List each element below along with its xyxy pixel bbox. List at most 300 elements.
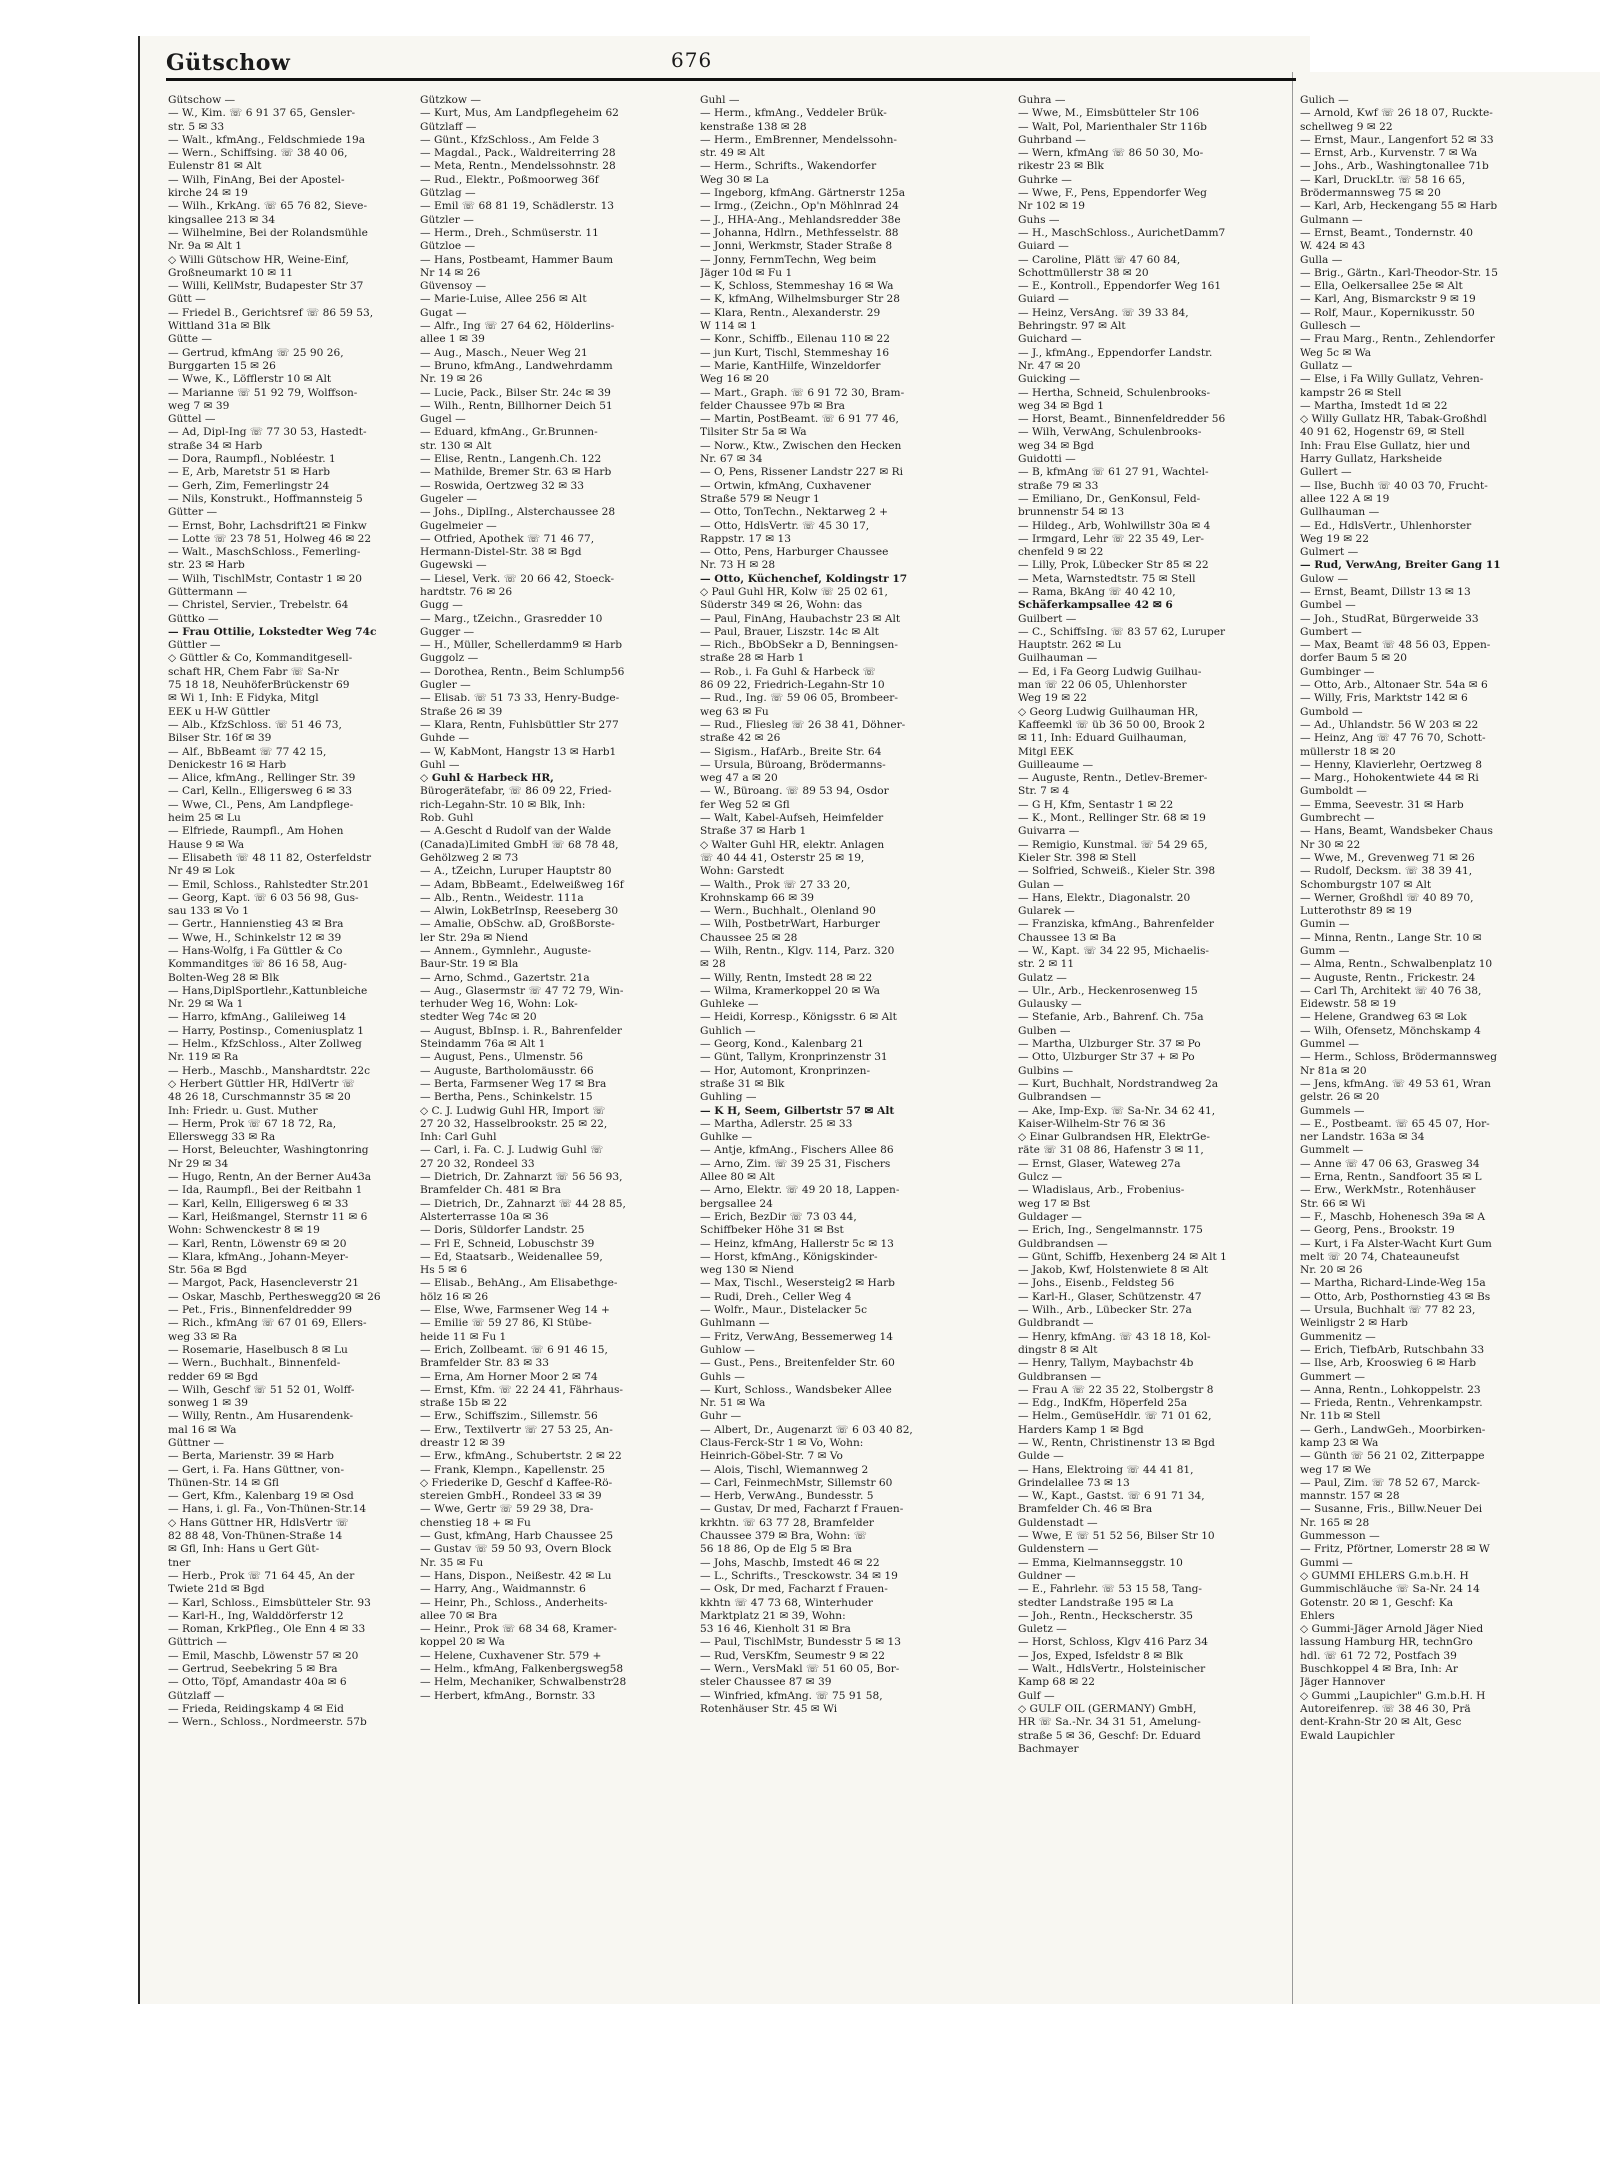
directory-entry-line: — Wern., Buchhalt., Binnenfeld- bbox=[168, 1357, 341, 1370]
directory-entry-line: — Roman, KrkPfleg., Ole Enn 4 ✉ 33 bbox=[168, 1623, 366, 1636]
directory-entry-line: — Wilh, Rentn., Klgv. 114, Parz. 320 bbox=[700, 945, 895, 957]
directory-entry-line: — Karl, Ang, Bismarckstr 9 ✉ 19 bbox=[1300, 293, 1476, 306]
directory-entry-line: — Herm, Prok ☏ 67 18 72, Ra, bbox=[168, 1117, 337, 1130]
directory-entry-line: müllerstr 18 ✉ 20 bbox=[1300, 745, 1396, 758]
directory-entry-line: Ewald Laupichler bbox=[1300, 1729, 1395, 1742]
directory-entry-line: — Herb., Maschb., Manshardtstr. 22c bbox=[168, 1064, 371, 1077]
directory-entry-line: — August, BbInsp. i. R., Bahrenfelder bbox=[420, 1024, 622, 1037]
directory-entry-line: (Canada)Limited GmbH ☏ 68 78 48, bbox=[420, 838, 619, 851]
directory-entry-line: — Günt., KfzSchloss., Am Felde 3 bbox=[420, 133, 600, 146]
directory-entry-line: str. 49 ✉ Alt bbox=[700, 147, 765, 160]
directory-entry-line: mannstr. 157 ✉ 28 bbox=[1300, 1490, 1400, 1503]
directory-entry-line: — Frieda, Rentn., Vehrenkampstr. bbox=[1300, 1397, 1483, 1410]
directory-entry-line: Guichard — bbox=[1018, 333, 1082, 346]
directory-entry-line: — Gust, kfmAng, Harb Chaussee 25 bbox=[420, 1530, 614, 1543]
directory-entry-line: — Amalie, ObSchw. aD, GroßBorste- bbox=[420, 918, 615, 931]
directory-entry-line: — Wwe, E ☏ 51 52 56, Bilser Str 10 bbox=[1018, 1530, 1215, 1543]
directory-entry-line: Schottmüllerstr 38 ✉ 20 bbox=[1018, 266, 1149, 279]
directory-entry-line: weg 17 ✉ Bst bbox=[1018, 1197, 1091, 1210]
directory-entry-line: — Alice, kfmAng., Rellinger Str. 39 bbox=[168, 772, 356, 785]
directory-entry-line: Gütt — bbox=[168, 293, 206, 306]
directory-entry-line: Schomburgstr 107 ✉ Alt bbox=[1300, 878, 1432, 891]
directory-entry-line: Guhl — bbox=[420, 758, 460, 771]
directory-entry-line: Nr. 20 ✉ 26 bbox=[1300, 1264, 1363, 1277]
directory-entry-line: — Frau A ☏ 22 35 22, Stolbergstr 8 bbox=[1018, 1383, 1214, 1396]
directory-entry-line: — Albert, Dr., Augenarzt ☏ 6 03 40 82, bbox=[700, 1423, 913, 1436]
directory-entry-line: — Ed, i Fa Georg Ludwig Guilhau- bbox=[1018, 665, 1202, 678]
directory-entry-line: — Willy, Rentn, Imstedt 28 ✉ 22 bbox=[700, 971, 873, 984]
directory-entry-line: allee 70 ✉ Bra bbox=[420, 1609, 498, 1622]
directory-entry-line: Gulow — bbox=[1300, 572, 1349, 585]
directory-entry-line: straße 31 ✉ Blk bbox=[700, 1077, 785, 1090]
directory-entry-line: Weg 16 ✉ 20 bbox=[700, 373, 770, 386]
directory-entry-line: sonweg 1 ✉ 39 bbox=[168, 1397, 248, 1410]
directory-entry-line: ◇ C. J. Ludwig Guhl HR, Import ☏ bbox=[420, 1104, 606, 1117]
directory-entry-line: — Sigism., HafArb., Breite Str. 64 bbox=[700, 745, 882, 758]
directory-entry-line: — Aug., Glasermstr ☏ 47 72 79, Win- bbox=[420, 984, 624, 997]
directory-entry-line: — Liesel, Verk. ☏ 20 66 42, Stoeck- bbox=[420, 572, 615, 585]
directory-entry-line: — Mart., Graph. ☏ 6 91 72 30, Bram- bbox=[700, 386, 905, 399]
directory-entry-line: — Frieda, Reidingskamp 4 ✉ Eid bbox=[168, 1702, 344, 1715]
directory-entry-line: Nr 30 ✉ 22 bbox=[1300, 838, 1361, 851]
directory-entry-line: 27 20 32, Rondeel 33 bbox=[420, 1157, 535, 1170]
directory-entry-line: — Kurt, Buchhalt, Nordstrandweg 2a bbox=[1018, 1077, 1219, 1090]
directory-entry-line: Tilsiter Str 5a ✉ Wa bbox=[700, 426, 807, 439]
directory-entry-line: — Carl, i. Fa. C. J. Ludwig Guhl ☏ bbox=[420, 1144, 604, 1157]
directory-entry-line: Gugat — bbox=[420, 306, 467, 319]
directory-entry-line: — W., Büroang. ☏ 89 53 94, Osdor bbox=[700, 785, 889, 798]
directory-entry-line: Gützlag — bbox=[420, 187, 476, 200]
directory-entry-line: ◇ Guhl & Harbeck HR, bbox=[420, 772, 554, 785]
directory-entry-line: — Rich., BbObSekr a D, Benningsen- bbox=[700, 639, 898, 652]
directory-entry-line: Guhleke — bbox=[700, 998, 759, 1011]
directory-entry-line: Guhra — bbox=[1018, 94, 1066, 106]
directory-entry-line: — Ilse, Buchh ☏ 40 03 70, Frucht- bbox=[1300, 479, 1488, 492]
directory-entry-line: — Walt., HdlsVertr., Holsteinischer bbox=[1018, 1663, 1206, 1676]
directory-entry-line: Gugg — bbox=[420, 599, 463, 612]
directory-entry-line: Gumboldt — bbox=[1300, 785, 1367, 798]
directory-entry-line: Gummischläuche ☏ Sa-Nr. 24 14 bbox=[1300, 1583, 1480, 1596]
directory-entry-line: weg 130 ✉ Niend bbox=[700, 1264, 794, 1277]
directory-entry-line: — Harry, Postinsp., Comeniusplatz 1 bbox=[168, 1024, 364, 1037]
directory-entry-line: — Horst, Beamt., Binnenfeldredder 56 bbox=[1018, 413, 1226, 426]
directory-entry-line: Nr 29 ✉ 34 bbox=[168, 1157, 229, 1170]
directory-entry-line: — Heinz, kfmAng, Hallerstr 5c ✉ 13 bbox=[700, 1237, 894, 1250]
directory-entry-line: — Helene, Grandweg 63 ✉ Lok bbox=[1300, 1011, 1467, 1024]
directory-entry-line: — Ernst, Arb., Kurvenstr. 7 ✉ Wa bbox=[1300, 147, 1478, 160]
directory-entry-line: — Max, Tischl., Wesersteig2 ✉ Harb bbox=[700, 1277, 895, 1290]
directory-entry-line: — Franziska, kfmAng., Bahrenfelder bbox=[1018, 918, 1214, 931]
directory-entry-line: — Klara, Rentn, Fuhlsbüttler Str 277 bbox=[420, 718, 619, 731]
directory-entry-line: — Solfried, Schweiß., Kieler Str. 398 bbox=[1018, 865, 1216, 878]
directory-entry-line: — Hans, i. gl. Fa., Von-Thünen-Str.14 bbox=[168, 1503, 367, 1516]
directory-entry-line: — Georg, Pens., Brookstr. 19 bbox=[1300, 1224, 1455, 1237]
directory-entry-line: — Walt, Pol, Marienthaler Str 116b bbox=[1018, 120, 1207, 133]
directory-entry-line: Kaiser-Wilhelm-Str 76 ✉ 36 bbox=[1018, 1117, 1166, 1130]
directory-entry-line: Gütter — bbox=[168, 506, 218, 519]
directory-entry-line: — K, Schloss, Stemmeshay 16 ✉ Wa bbox=[700, 280, 894, 293]
directory-entry-line: — Otto, Arb, Posthornstieg 43 ✉ Bs bbox=[1300, 1290, 1491, 1303]
directory-entry-line: Guhl — bbox=[700, 94, 740, 106]
directory-entry-line: Gützlaff — bbox=[420, 120, 477, 133]
directory-entry-line: — Wilma, Kramerkoppel 20 ✉ Wa bbox=[700, 984, 880, 997]
directory-entry-line: HR ☏ Sa.-Nr. 34 31 51, Amelung- bbox=[1018, 1716, 1201, 1729]
directory-entry-line: — Kurt, Mus, Am Landpflegeheim 62 bbox=[420, 107, 619, 120]
directory-entry-line: Rappstr. 17 ✉ 13 bbox=[700, 532, 791, 545]
directory-entry-line: — Willi, KellMstr, Budapester Str 37 bbox=[168, 280, 364, 293]
directory-entry-line: Chaussee 13 ✉ Ba bbox=[1018, 931, 1117, 944]
directory-entry-line: — Walth., Prok ☏ 27 33 20, bbox=[700, 878, 851, 891]
directory-entry-line: — Margot, Pack, Hasencleverstr 21 bbox=[168, 1277, 359, 1290]
directory-entry-line: — Harry, Ang., Waidmannstr. 6 bbox=[420, 1583, 586, 1596]
directory-entry-line: Rotenhäuser Str. 45 ✉ Wi bbox=[700, 1702, 838, 1715]
directory-entry-line: — Pet., Fris., Binnenfeldredder 99 bbox=[168, 1304, 352, 1317]
directory-entry-line: kirche 24 ✉ 19 bbox=[168, 187, 248, 200]
directory-entry-line: — H., Müller, Schellerdamm9 ✉ Harb bbox=[420, 639, 622, 652]
directory-entry-line: — Heinr., Prok ☏ 68 34 68, Kramer- bbox=[420, 1623, 617, 1636]
directory-entry-line: — Ernst, Maur., Langenfort 52 ✉ 33 bbox=[1300, 133, 1494, 146]
directory-entry-line: — Erw., Textilvertr ☏ 27 53 25, An- bbox=[420, 1423, 613, 1436]
directory-entry-line: steler Chaussee 87 ✉ 39 bbox=[700, 1676, 832, 1689]
directory-entry-line: Straße 26 ✉ 39 bbox=[420, 705, 503, 718]
directory-entry-line: — Otto, Küchenchef, Koldingstr 17 bbox=[700, 572, 908, 585]
directory-entry-line: — Emilie ☏ 59 27 86, Kl Stübe- bbox=[420, 1317, 592, 1330]
directory-entry-line: Nr. 51 ✉ Wa bbox=[700, 1397, 766, 1410]
directory-entry-line: 48 26 18, Curschmannstr 35 ✉ 20 bbox=[168, 1091, 351, 1104]
directory-entry-line: weg 47 a ✉ 20 bbox=[700, 772, 778, 785]
directory-entry-line: — Brig., Gärtn., Karl-Theodor-Str. 15 bbox=[1300, 266, 1498, 279]
directory-entry-line: — W., Kapt. ☏ 34 22 95, Michaelis- bbox=[1018, 945, 1209, 957]
directory-entry-line: — Ake, Imp-Exp. ☏ Sa-Nr. 34 62 41, bbox=[1018, 1104, 1216, 1117]
directory-entry-line: Gummert — bbox=[1300, 1370, 1365, 1383]
directory-entry-line: — Rolf, Maur., Kopernikusstr. 50 bbox=[1300, 306, 1475, 319]
directory-entry-line: — Karl, Kelln, Elligersweg 6 ✉ 33 bbox=[168, 1197, 349, 1210]
directory-entry-line: Guldenstern — bbox=[1018, 1543, 1099, 1556]
directory-entry-line: — Helm., KfzSchloss., Alter Zollweg bbox=[168, 1038, 362, 1051]
directory-entry-line: Jäger 10d ✉ Fu 1 bbox=[700, 266, 793, 279]
directory-entry-line: Marktplatz 21 ✉ 39, Wohn: bbox=[700, 1609, 846, 1622]
directory-entry-line: — Karl, Heißmangel, Sternstr 11 ✉ 6 bbox=[168, 1210, 368, 1223]
running-head: Gütschow bbox=[166, 50, 291, 76]
directory-entry-line: — Marianne ☏ 51 92 79, Wolffson- bbox=[168, 386, 358, 399]
directory-entry-line: — Herb., Prok ☏ 71 64 45, An der bbox=[168, 1569, 355, 1582]
directory-entry-line: Nr. 11b ✉ Stell bbox=[1300, 1410, 1381, 1423]
directory-entry-line: — Dietrich, Dr. Zahnarzt ☏ 56 56 93, bbox=[420, 1171, 623, 1184]
directory-entry-line: rikestr 23 ✉ Blk bbox=[1018, 160, 1104, 173]
directory-entry-line: — Karl, Rentn, Löwenstr 69 ✉ 20 bbox=[168, 1237, 347, 1250]
directory-entry-line: Nr. 67 ✉ 34 bbox=[700, 453, 763, 466]
directory-entry-line: weg 17 ✉ We bbox=[1300, 1463, 1371, 1476]
directory-entry-line: — Elisabeth ☏ 48 11 82, Osterfeldstr bbox=[168, 851, 372, 864]
directory-entry-line: — Ernst, Beamt., Tondernstr. 40 bbox=[1300, 226, 1473, 239]
directory-entry-line: Krohnskamp 66 ✉ 39 bbox=[700, 891, 814, 904]
directory-entry-line: — Wern, kfmAng ☏ 86 50 30, Mo- bbox=[1018, 147, 1204, 160]
directory-entry-line: — Marg., Hohokentwiete 44 ✉ Ri bbox=[1300, 772, 1479, 785]
directory-entry-line: Guldager — bbox=[1018, 1210, 1082, 1223]
directory-entry-line: — Hans, Dispon., Neißestr. 42 ✉ Lu bbox=[420, 1569, 612, 1582]
directory-entry-line: — Klara, kfmAng., Johann-Meyer- bbox=[168, 1250, 349, 1263]
directory-entry-line: Ehlers bbox=[1300, 1609, 1335, 1622]
directory-entry-line: Gugelmeier — bbox=[420, 519, 497, 532]
directory-entry-line: — Johs, Maschb, Imstedt 46 ✉ 22 bbox=[700, 1556, 880, 1569]
directory-entry-line: — Ilse, Arb, Krooswieg 6 ✉ Harb bbox=[1300, 1357, 1477, 1370]
directory-entry-line: — K., Mont., Rellinger Str. 68 ✉ 19 bbox=[1018, 812, 1206, 825]
directory-entry-line: — Adam, BbBeamt., Edelweißweg 16f bbox=[420, 878, 624, 891]
directory-entry-line: — Roswida, Oertzweg 32 ✉ 33 bbox=[420, 479, 584, 492]
directory-entry-line: Gulich — bbox=[1300, 94, 1349, 106]
directory-entry-line: Lutterothstr 89 ✉ 19 bbox=[1300, 905, 1412, 918]
directory-entry-line: — Rud, VerwAng, Breiter Gang 11 bbox=[1300, 559, 1501, 572]
directory-entry-line: ✉ Wi 1, Inh: E Fidyka, Mitgl bbox=[168, 692, 319, 705]
directory-entry-line: — Ernst, Bohr, Lachsdrift21 ✉ Finkw bbox=[168, 519, 367, 532]
directory-entry-line: Gumbert — bbox=[1300, 625, 1362, 638]
directory-entry-line: — Erw., Schiffszim., Sillemstr. 56 bbox=[420, 1410, 598, 1423]
directory-entry-line: — Osk, Dr med, Facharzt f Frauen- bbox=[700, 1583, 888, 1596]
directory-entry-line: straße 79 ✉ 33 bbox=[1018, 479, 1099, 492]
directory-entry-line: schellweg 9 ✉ 22 bbox=[1300, 120, 1393, 133]
directory-entry-line: — Arno, Elektr. ☏ 49 20 18, Lappen- bbox=[700, 1184, 900, 1197]
directory-column-4 bbox=[1018, 94, 1276, 1999]
directory-entry-line: Wittland 31a ✉ Blk bbox=[168, 320, 271, 333]
directory-entry-line: Behringstr. 97 ✉ Alt bbox=[1018, 320, 1126, 333]
directory-entry-line: — Horst, kfmAng., Königskinder- bbox=[700, 1250, 878, 1263]
directory-entry-line: — Heinz, VersAng. ☏ 39 33 84, bbox=[1018, 306, 1189, 319]
directory-entry-line: Eulenstr 81 ✉ Alt bbox=[168, 160, 262, 173]
directory-entry-line: — Wwe, H., Schinkelstr 12 ✉ 39 bbox=[168, 931, 342, 944]
directory-entry-line: — Fritz, Pförtner, Lomerstr 28 ✉ W bbox=[1300, 1543, 1490, 1556]
directory-entry-line: — Ed., HdlsVertr., Uhlenhorster bbox=[1300, 519, 1472, 532]
directory-entry-line: — Jonni, Werkmstr, Stader Straße 8 bbox=[700, 240, 893, 253]
directory-entry-line: — Ernst, Beamt, Dillstr 13 ✉ 13 bbox=[1300, 585, 1471, 598]
directory-entry-line: Bolten-Weg 28 ✉ Blk bbox=[168, 971, 280, 984]
directory-entry-line: — Willy, Fris, Marktstr 142 ✉ 6 bbox=[1300, 692, 1468, 705]
directory-entry-line: tner bbox=[168, 1556, 191, 1569]
directory-entry-line: Gulde — bbox=[1018, 1450, 1064, 1463]
directory-entry-line: — Johanna, Hdlrn., Methfesselstr. 88 bbox=[700, 226, 899, 239]
directory-entry-line: — Ortwin, kfmAng, Cuxhavener bbox=[700, 479, 871, 492]
directory-entry-line: weg 34 ✉ Bgd bbox=[1018, 439, 1094, 452]
directory-entry-line: — Erich, BezDir ☏ 73 03 44, bbox=[700, 1210, 857, 1223]
directory-entry-line: — Henny, Klavierlehr, Oertzweg 8 bbox=[1300, 758, 1482, 771]
directory-entry-line: — Wwe, M., Grevenweg 71 ✉ 26 bbox=[1300, 851, 1475, 864]
directory-entry-line: Gulatz — bbox=[1018, 971, 1067, 984]
directory-entry-line: — Emma, Seevestr. 31 ✉ Harb bbox=[1300, 798, 1464, 811]
directory-entry-line: — W, KabMont, Hangstr 13 ✉ Harb1 bbox=[420, 745, 617, 758]
directory-entry-line: straße 34 ✉ Harb bbox=[168, 439, 263, 452]
directory-entry-line: ◇ Walter Guhl HR, elektr. Anlagen bbox=[700, 838, 885, 851]
directory-entry-line: Ellerswegg 33 ✉ Ra bbox=[168, 1131, 276, 1144]
directory-entry-line: Gummel — bbox=[1300, 1038, 1359, 1051]
directory-entry-line: — Rud., Elektr., Poßmoorweg 36f bbox=[420, 173, 599, 186]
directory-entry-line: — Ulr., Arb., Heckenrosenweg 15 bbox=[1018, 984, 1198, 997]
directory-entry-line: — Harro, kfmAng., Galileiweg 14 bbox=[168, 1011, 347, 1024]
directory-entry-line: Nr 49 ✉ Lok bbox=[168, 865, 235, 878]
directory-entry-line: — Joh., Rentn., Heckscherstr. 35 bbox=[1018, 1609, 1193, 1622]
directory-entry-line: Guhrke — bbox=[1018, 173, 1072, 186]
directory-entry-line: straße 5 ✉ 36, Geschf: Dr. Eduard bbox=[1018, 1729, 1201, 1742]
directory-entry-line: — Elise, Rentn., Langenh.Ch. 122 bbox=[420, 453, 602, 466]
directory-entry-line: — Christel, Servier., Trebelstr. 64 bbox=[168, 599, 349, 612]
directory-entry-line: — O, Pens, Rissener Landstr 227 ✉ Ri bbox=[700, 466, 903, 479]
directory-entry-line: fer Weg 52 ✉ Gfl bbox=[700, 798, 790, 811]
directory-entry-line: — Alwin, LokBetrInsp, Reeseberg 30 bbox=[420, 905, 619, 918]
directory-entry-line: — Dora, Raumpfl., Nobléestr. 1 bbox=[168, 453, 336, 466]
directory-entry-line: Gularek — bbox=[1018, 905, 1075, 918]
directory-entry-line: — W., Rentn, Christinenstr 13 ✉ Bgd bbox=[1018, 1436, 1215, 1449]
directory-entry-line: Gütschow — bbox=[168, 94, 236, 106]
directory-entry-line: Nr 14 ✉ 26 bbox=[420, 266, 481, 279]
directory-entry-line: — Dorothea, Rentn., Beim Schlump56 bbox=[420, 665, 625, 678]
directory-entry-line: — Arno, Zim. ☏ 39 25 31, Fischers bbox=[700, 1157, 891, 1170]
directory-entry-line: Nr 102 ✉ 19 bbox=[1018, 200, 1086, 213]
directory-entry-line: Gullert — bbox=[1300, 466, 1352, 479]
directory-entry-line: — Else, i Fa Willy Gullatz, Vehren- bbox=[1300, 373, 1484, 386]
directory-entry-line: Bramfelder Ch. 46 ✉ Bra bbox=[1018, 1503, 1153, 1516]
directory-entry-line: — Erich, Zollbeamt. ☏ 6 91 46 15, bbox=[420, 1343, 608, 1356]
directory-entry-line: — Wladislaus, Arb., Frobenius- bbox=[1018, 1184, 1185, 1197]
directory-entry-line: rich-Legahn-Str. 10 ✉ Blk, Inh: bbox=[420, 798, 586, 811]
directory-entry-line: dent-Krahn-Str 20 ✉ Alt, Gesc bbox=[1300, 1716, 1462, 1729]
directory-entry-line: ◇ Paul Guhl HR, Kolw ☏ 25 02 61, bbox=[700, 585, 888, 598]
directory-entry-line: ☏ 40 44 41, Osterstr 25 ✉ 19, bbox=[700, 851, 865, 864]
directory-entry-line: — Hans, Elektr., Diagonalstr. 20 bbox=[1018, 891, 1191, 904]
directory-entry-line: — Wern., Buchhalt., Olenland 90 bbox=[700, 905, 876, 918]
directory-entry-line: — Günt, Schiffb, Hexenberg 24 ✉ Alt 1 bbox=[1018, 1250, 1227, 1263]
directory-entry-line: Nr. 73 H ✉ 28 bbox=[700, 559, 776, 572]
directory-column-1 bbox=[168, 94, 426, 1999]
directory-entry-line: — Caroline, Plätt ☏ 47 60 84, bbox=[1018, 253, 1181, 266]
directory-entry-line: — Gert, i. Fa. Hans Güttner, von- bbox=[168, 1463, 345, 1476]
directory-entry-line: — Johs., DiplIng., Alsterchaussee 28 bbox=[420, 506, 616, 519]
directory-entry-line: ler Str. 29a ✉ Niend bbox=[420, 931, 529, 944]
directory-entry-line: — Hans, Elektroing ☏ 44 41 81, bbox=[1018, 1463, 1194, 1476]
directory-entry-line: Guldner — bbox=[1018, 1569, 1076, 1582]
directory-entry-line: Mitgl EEK bbox=[1018, 745, 1074, 758]
directory-entry-line: ◇ Willi Gütschow HR, Weine-Einf, bbox=[168, 253, 349, 266]
directory-entry-line: Hauptstr. 262 ✉ Lu bbox=[1018, 639, 1122, 652]
directory-entry-line: — Emil, Schloss., Rahlstedter Str.201 bbox=[168, 878, 370, 891]
directory-entry-line: Gumbel — bbox=[1300, 599, 1356, 612]
directory-entry-line: — Frl E, Schneid, Lobuschstr 39 bbox=[420, 1237, 595, 1250]
directory-entry-line: — Walt., MaschSchloss., Femerling- bbox=[168, 546, 361, 559]
directory-entry-line: — Herbert, kfmAng., Bornstr. 33 bbox=[420, 1689, 596, 1702]
directory-entry-line: Guhlke — bbox=[700, 1131, 753, 1144]
directory-entry-line: — Marie-Luise, Allee 256 ✉ Alt bbox=[420, 293, 587, 306]
directory-entry-line: — Karl, Schloss., Eimsbütteler Str. 93 bbox=[168, 1596, 371, 1609]
directory-entry-line: — Elisab. ☏ 51 73 33, Henry-Budge- bbox=[420, 692, 620, 705]
directory-entry-line: Gugler — bbox=[420, 679, 471, 692]
directory-entry-line: — Hertha, Schneid, Schulenbrooks- bbox=[1018, 386, 1211, 399]
directory-entry-line: — Emil ☏ 68 81 19, Schädlerstr. 13 bbox=[420, 200, 615, 213]
directory-entry-line: — Nils, Konstrukt., Hoffmannsteig 5 bbox=[168, 492, 363, 505]
directory-entry-line: Gugel — bbox=[420, 413, 466, 426]
directory-entry-line: — Alb., Rentn., Weidestr. 111a bbox=[420, 891, 584, 904]
directory-entry-line: — Anne ☏ 47 06 63, Grasweg 34 bbox=[1300, 1157, 1480, 1170]
directory-entry-line: Inh: Friedr. u. Gust. Muther bbox=[168, 1104, 318, 1117]
directory-entry-line: — E, Arb, Maretstr 51 ✉ Harb bbox=[168, 466, 331, 479]
directory-entry-line: 27 20 32, Hasselbrookstr. 25 ✉ 22, bbox=[420, 1117, 608, 1130]
directory-entry-line: — Henry, kfmAng. ☏ 43 18 18, Kol- bbox=[1018, 1330, 1211, 1343]
directory-entry-line: Gulbins — bbox=[1018, 1064, 1074, 1077]
directory-entry-line: mal 16 ✉ Wa bbox=[168, 1423, 237, 1436]
directory-entry-line: Guggolz — bbox=[420, 652, 479, 665]
directory-entry-line: — Helm., GemüseHdlr. ☏ 71 01 62, bbox=[1018, 1410, 1212, 1423]
directory-entry-line: 56 18 86, Op de Elg 5 ✉ Bra bbox=[700, 1543, 852, 1556]
directory-entry-line: Güttler — bbox=[168, 639, 221, 652]
directory-entry-line: krkhtn. ☏ 63 77 28, Bramfelder bbox=[700, 1516, 874, 1529]
directory-entry-line: — Fritz, VerwAng, Bessemerweg 14 bbox=[700, 1330, 893, 1343]
directory-entry-line: ◇ Güttler & Co, Kommanditgesell- bbox=[168, 652, 353, 665]
directory-entry-line: Guhs — bbox=[1018, 213, 1060, 226]
directory-entry-line: — Wilh., Arb., Lübecker Str. 27a bbox=[1018, 1304, 1192, 1317]
directory-entry-line: — J., kfmAng., Eppendorfer Landstr. bbox=[1018, 346, 1213, 359]
directory-entry-line: — Wwe, K., Löfflerstr 10 ✉ Alt bbox=[168, 373, 332, 386]
directory-entry-line: weg 34 ✉ Bgd 1 bbox=[1018, 399, 1105, 412]
directory-entry-line: Guidotti — bbox=[1018, 453, 1076, 466]
directory-entry-line: — Meta, Warnstedtstr. 75 ✉ Stell bbox=[1018, 572, 1196, 585]
directory-entry-line: Guldbransen — bbox=[1018, 1370, 1101, 1383]
directory-entry-line: Güttel — bbox=[168, 413, 216, 426]
directory-entry-line: Hs 5 ✉ 6 bbox=[420, 1264, 468, 1277]
directory-entry-line: Gullesch — bbox=[1300, 320, 1361, 333]
directory-entry-line: weg 33 ✉ Ra bbox=[168, 1330, 238, 1343]
directory-entry-line: allee 122 A ✉ 19 bbox=[1300, 492, 1390, 505]
directory-entry-line: — Marie, KantHilfe, Winzeldorfer bbox=[700, 359, 881, 372]
directory-entry-line: — Gert, Kfm., Kalenbarg 19 ✉ Osd bbox=[168, 1490, 354, 1503]
directory-entry-line: — Emiliano, Dr., GenKonsul, Feld- bbox=[1018, 492, 1201, 505]
directory-entry-line: — Horst, Beleuchter, Washingtonring bbox=[168, 1144, 369, 1157]
directory-entry-line: — Hans-Wolfg, i Fa Güttler & Co bbox=[168, 945, 343, 957]
directory-entry-line: — Wern., VersMakl ☏ 51 60 05, Bor- bbox=[700, 1663, 900, 1676]
directory-entry-line: — Helm., kfmAng, Falkenbergsweg58 bbox=[420, 1663, 624, 1676]
directory-entry-line: Burggarten 15 ✉ 26 bbox=[168, 359, 276, 372]
directory-entry-line: Gützkow — bbox=[420, 94, 481, 106]
directory-entry-line: Wohn: Garstedt bbox=[700, 865, 784, 878]
directory-entry-line: — Magdal., Pack., Waldreiterring 28 bbox=[420, 147, 616, 160]
directory-entry-line: Jäger Hannover bbox=[1300, 1676, 1385, 1689]
directory-entry-line: stereien GmbH., Rondeel 33 ✉ 39 bbox=[420, 1490, 602, 1503]
directory-entry-line: — jun Kurt, Tischl, Stemmeshay 16 bbox=[700, 346, 890, 359]
directory-entry-line: — Rama, BkAng ☏ 40 42 10, bbox=[1018, 585, 1176, 598]
directory-entry-line: str. 23 ✉ Harb bbox=[168, 559, 245, 572]
page-header bbox=[166, 50, 1296, 81]
directory-entry-line: Gumbold — bbox=[1300, 705, 1363, 718]
directory-entry-line: — Hans, Beamt, Wandsbeker Chaus bbox=[1300, 825, 1493, 838]
directory-entry-line: Guhlmann — bbox=[700, 1317, 770, 1330]
directory-entry-line: — Jens, kfmAng. ☏ 49 53 61, Wran bbox=[1300, 1077, 1491, 1090]
directory-entry-line: — Wwe, M., Eimsbütteler Str 106 bbox=[1018, 107, 1200, 120]
directory-entry-line: Nr. 19 ✉ 26 bbox=[420, 373, 483, 386]
directory-entry-line: — Anna, Rentn., Lohkoppelstr. 23 bbox=[1300, 1383, 1481, 1396]
directory-entry-line: — Wilh, VerwAng, Schulenbrooks- bbox=[1018, 426, 1202, 439]
directory-entry-line: — Bruno, kfmAng., Landwehrdamm bbox=[420, 359, 613, 372]
directory-entry-line: — Berta, Farmsener Weg 17 ✉ Bra bbox=[420, 1077, 607, 1090]
directory-entry-line: — Herm., Schrifts., Wakendorfer bbox=[700, 160, 877, 173]
directory-entry-line: Nr. 9a ✉ Alt 1 bbox=[168, 240, 242, 253]
directory-entry-line: Str. 66 ✉ Wi bbox=[1300, 1197, 1366, 1210]
directory-entry-line: — Friedel B., Gerichtsref ☏ 86 59 53, bbox=[168, 306, 374, 319]
directory-entry-line: felder Chaussee 97b ✉ Bra bbox=[700, 399, 845, 412]
directory-entry-line: — Rud., Ing. ☏ 59 06 05, Brombeer- bbox=[700, 692, 898, 705]
directory-entry-line: melt ☏ 20 74, Chateauneufst bbox=[1300, 1250, 1460, 1263]
directory-entry-line: — Ad., Uhlandstr. 56 W 203 ✉ 22 bbox=[1300, 718, 1479, 731]
directory-entry-line: — Rud., Fliesleg ☏ 26 38 41, Döhner- bbox=[700, 718, 906, 731]
directory-entry-line: — Erna, Am Horner Moor 2 ✉ 74 bbox=[420, 1370, 598, 1383]
directory-entry-line: — Rob., i. Fa Guhl & Harbeck ☏ bbox=[700, 665, 876, 678]
directory-entry-line: Claus-Ferck-Str 1 ✉ Vo, Wohn: bbox=[700, 1436, 864, 1449]
directory-entry-line: Guhrband — bbox=[1018, 133, 1086, 146]
directory-entry-line: dingstr 8 ✉ Alt bbox=[1018, 1343, 1098, 1356]
